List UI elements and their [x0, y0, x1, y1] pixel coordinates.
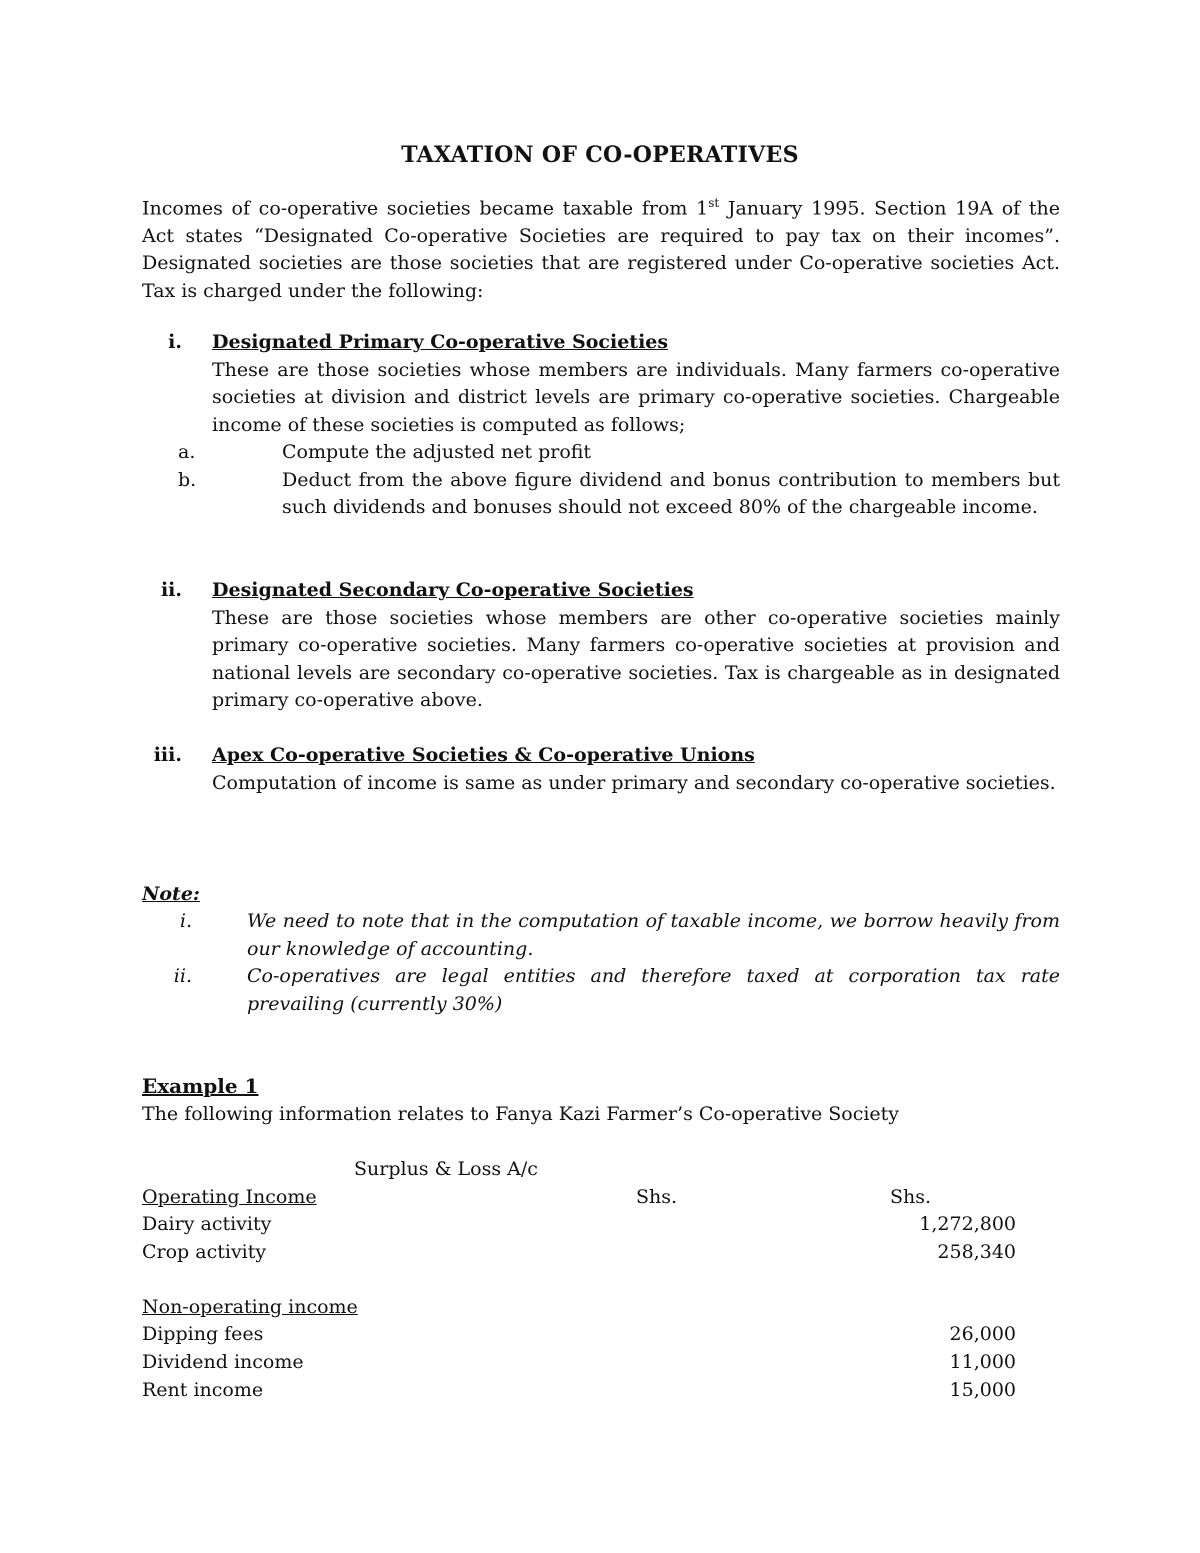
- section-body: [212, 577, 1060, 715]
- account-title: Surplus & Loss A/c: [354, 1158, 538, 1180]
- section-heading: Apex Co-operative Societies & Co-operative Unions: [212, 744, 755, 766]
- list-item-text: Compute the adjusted net profit: [282, 441, 592, 463]
- list-item: [178, 467, 1060, 522]
- row-amount: 15,000: [949, 1379, 1016, 1401]
- list-item-label: a.: [178, 441, 196, 463]
- row-amount: 26,000: [949, 1323, 1016, 1345]
- non-operating-income-heading: Non-operating income: [142, 1296, 358, 1318]
- row-label: Dairy activity: [142, 1213, 272, 1235]
- row-label: Rent income: [142, 1379, 264, 1401]
- list-item-label: b.: [178, 468, 197, 491]
- operating-income-heading: Operating Income: [142, 1186, 317, 1208]
- column-header-shs: Shs.: [636, 1186, 678, 1208]
- section-text: These are those societies whose members are other co-operative societies mainly primary co-operative societies. Many farmers co-operative societies at provision and national levels are secondary co-operative societies. Tax is chargeable as in designated primary co-operative above.: [212, 606, 1060, 711]
- table-row: [142, 1349, 1022, 1377]
- intro-paragraph: [142, 190, 1060, 305]
- note-heading: Note:: [142, 883, 200, 905]
- intro-text-start: Incomes of co-operative societies became taxable from 1: [142, 197, 709, 220]
- list-item: [178, 439, 1060, 467]
- table-row: [142, 1211, 1022, 1239]
- row-amount: 1,272,800: [919, 1213, 1016, 1235]
- row-label: Dividend income: [142, 1351, 304, 1373]
- list-item-text: Deduct from the above figure dividend and bonus contribution to members but such dividends and bonuses should not exceed 80% of the chargeable income.: [282, 468, 1060, 518]
- intro-text-end: January 1995. Section 19A of the Act states “Designated Co-operative Societies are required to pay tax on their incomes”. Designated societies are those societies that are registered under Co-operative societies Act. Tax is charged under the following:: [142, 197, 1061, 302]
- row-amount: 258,340: [937, 1241, 1016, 1263]
- note-item-label: i.: [179, 910, 192, 932]
- note-item-text: Co-operatives are legal entities and therefore taxed at corporation tax rate prevailing (currently 30%): [247, 965, 1060, 1015]
- table-row: [142, 1321, 1022, 1349]
- section-body: [212, 742, 1060, 797]
- table-row: [142, 1239, 1022, 1267]
- section-text: These are those societies whose members are individuals. Many farmers co-operative societies at division and district levels are primary co-operative societies. Chargeable income of these societies is computed as follows;: [212, 358, 1060, 436]
- account-header-row: [142, 1184, 1022, 1212]
- row-label: Crop activity: [142, 1241, 267, 1263]
- note-item-text: We need to note that in the computation of taxable income, we borrow heavily from our knowledge of accounting.: [247, 910, 1060, 960]
- intro-superscript: st: [708, 196, 720, 210]
- non-operating-heading-row: [142, 1294, 1022, 1322]
- note-item-label: ii.: [173, 965, 192, 987]
- section-numeral: iii.: [153, 744, 182, 766]
- row-label: Dipping fees: [142, 1323, 264, 1345]
- example-intro: The following information relates to Fanya Kazi Farmer’s Co-operative Society: [142, 1103, 900, 1125]
- section-heading: Designated Secondary Co-operative Societies: [212, 579, 694, 601]
- row-amount: 11,000: [949, 1351, 1016, 1373]
- section-numeral: ii.: [160, 579, 182, 601]
- section-text: Computation of income is same as under primary and secondary co-operative societies.: [212, 771, 1056, 794]
- section-body: [178, 329, 1060, 522]
- computation-steps-list: [178, 439, 1060, 522]
- column-header-shs: Shs.: [889, 1186, 931, 1208]
- example-title: Example 1: [142, 1074, 259, 1098]
- section-numeral: i.: [168, 331, 182, 353]
- section-heading: Designated Primary Co-operative Societies: [212, 331, 669, 353]
- table-row: [142, 1377, 1022, 1405]
- page-title: TAXATION OF CO-OPERATIVES: [401, 142, 799, 168]
